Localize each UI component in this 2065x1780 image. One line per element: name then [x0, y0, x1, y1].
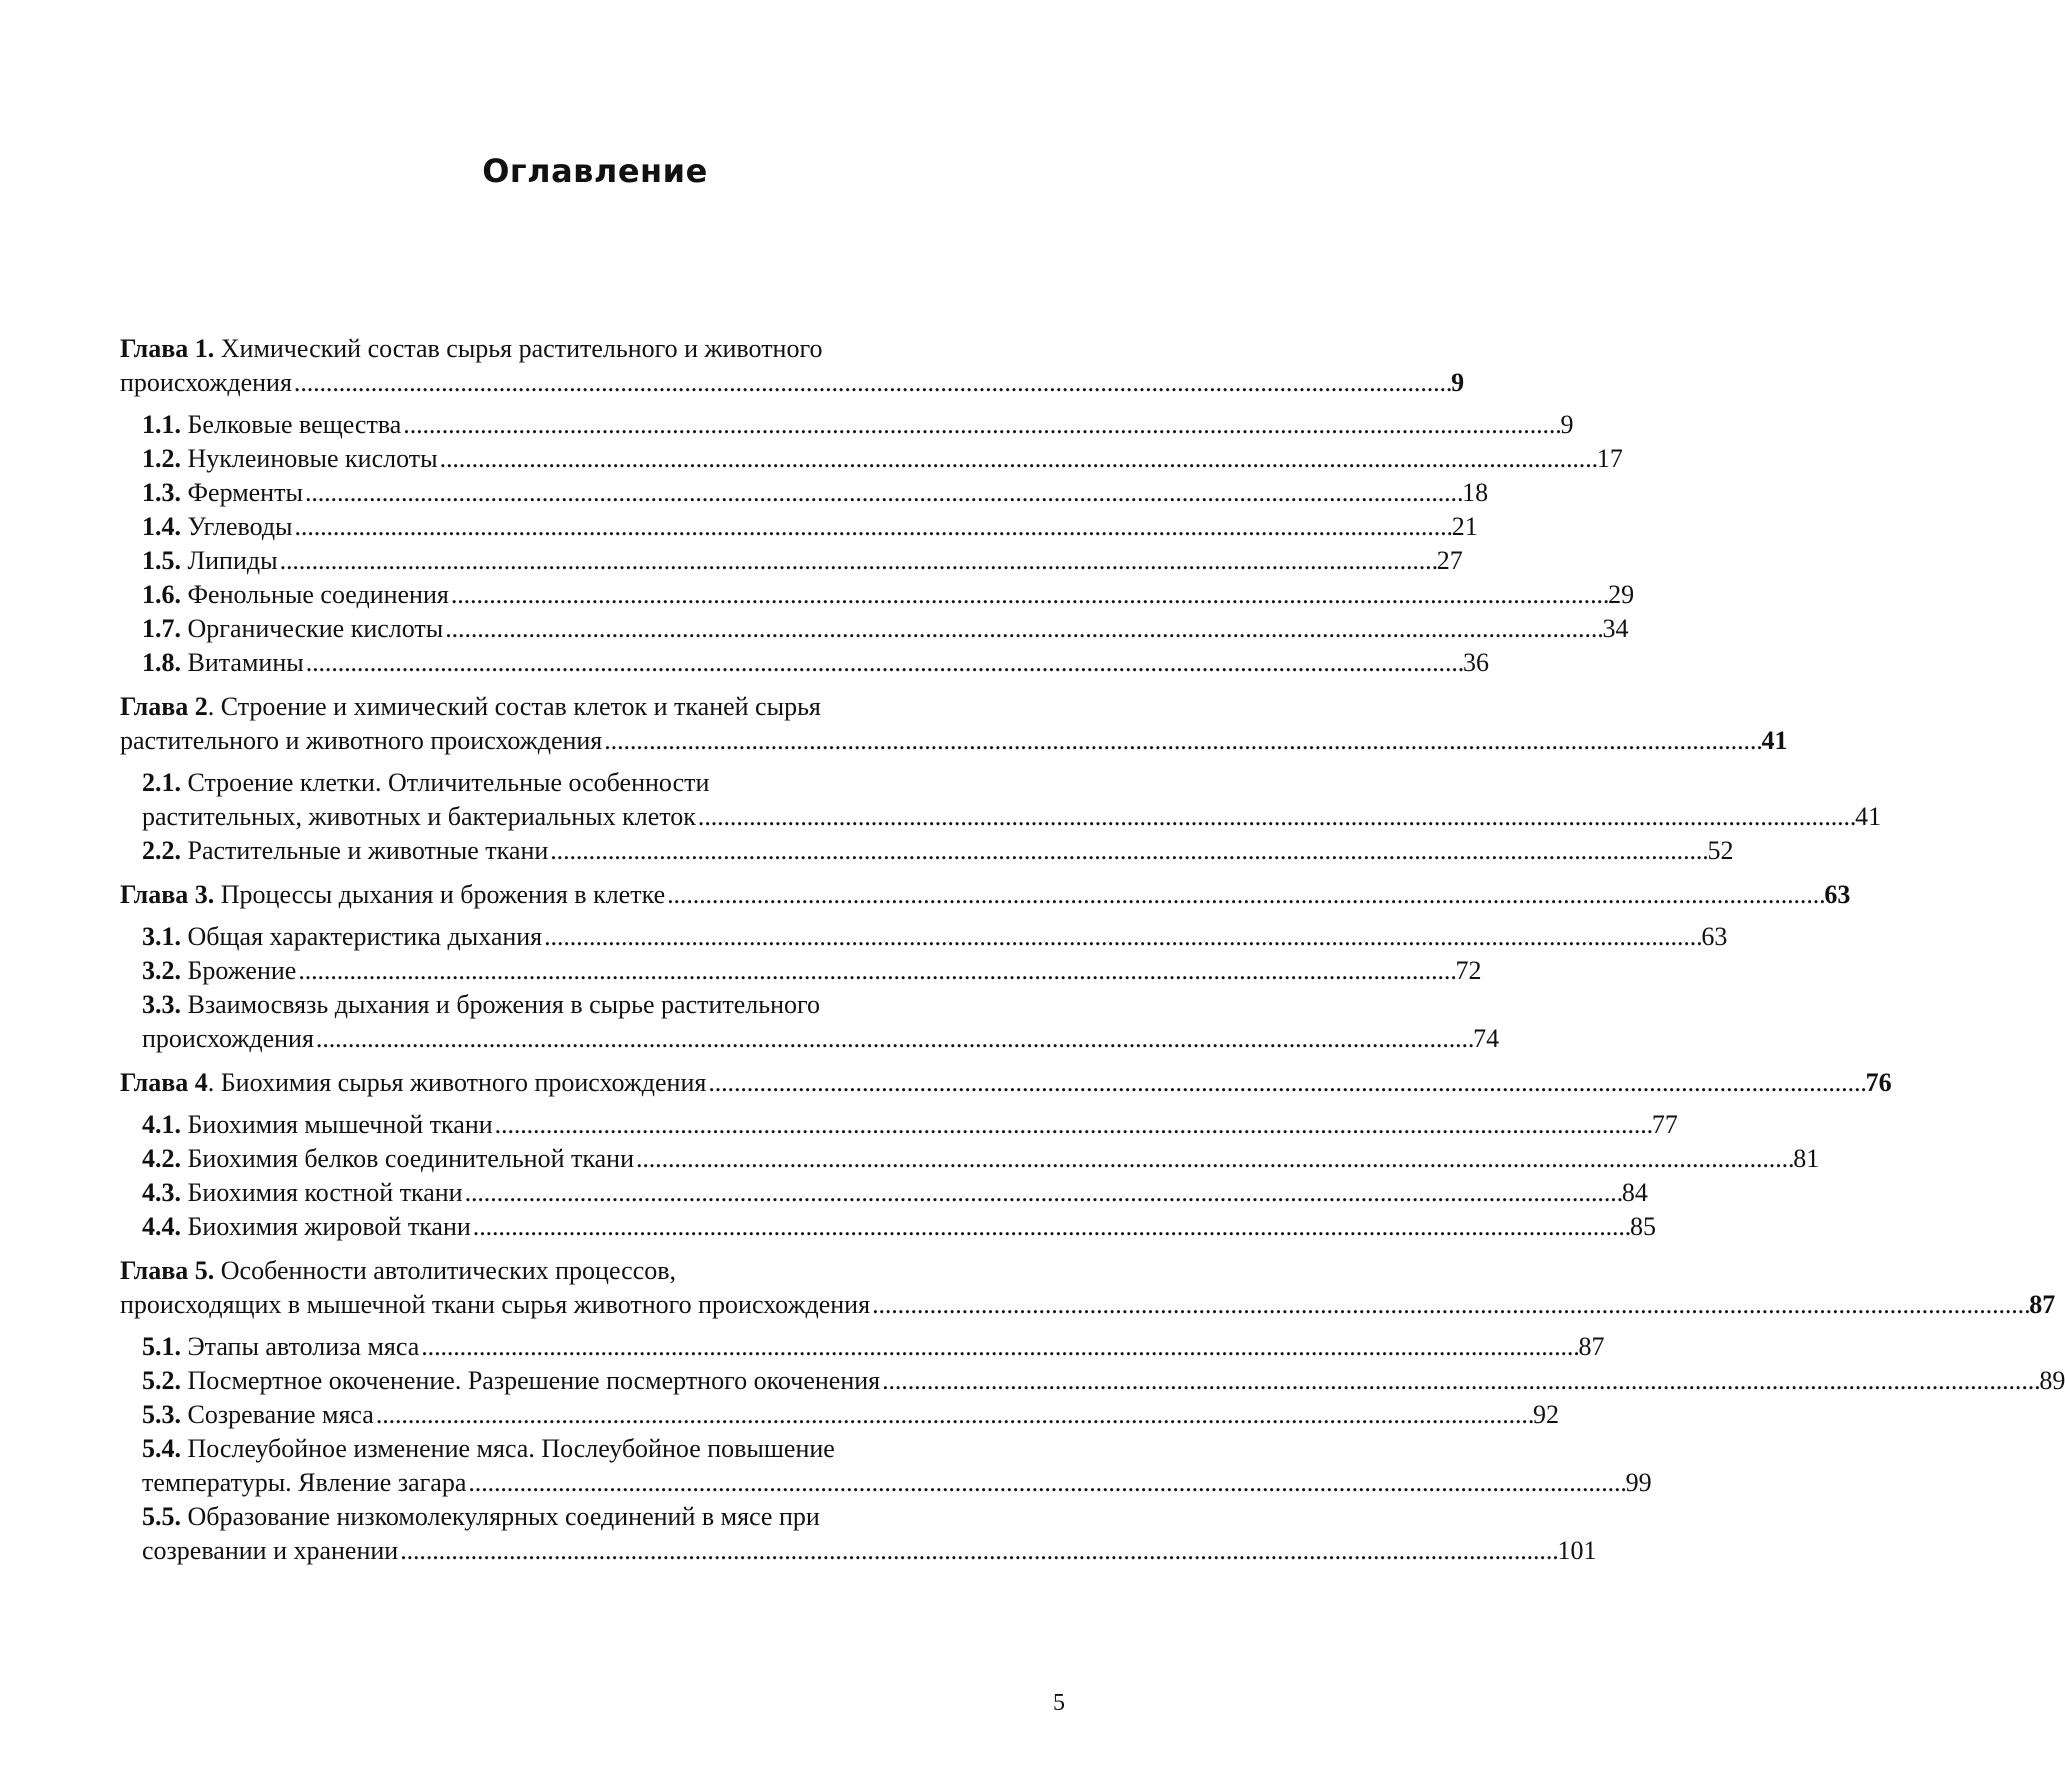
leader-dots: [667, 878, 1822, 912]
toc-entry[interactable]: [142, 578, 1635, 612]
section-list: [120, 1330, 2065, 1568]
toc-entry[interactable]: [142, 988, 1500, 1056]
section-page-number: 81: [1793, 1144, 1820, 1173]
chapter-label: Глава 3.: [120, 880, 215, 909]
chapter-page-number: 63: [1824, 880, 1851, 909]
chapter-label: Глава 5.: [120, 1256, 215, 1285]
section-list: [120, 1108, 1820, 1244]
table-of-contents: [120, 332, 2065, 1578]
toc-entry[interactable]: [142, 1108, 1678, 1142]
section-title: Общая характеристика дыхания: [187, 922, 543, 951]
section-title: Брожение: [187, 956, 297, 985]
section-page-number: 87: [1578, 1332, 1605, 1361]
section-page-number: 9: [1560, 410, 1574, 439]
leader-dots: [882, 1364, 2037, 1398]
leader-dots: [636, 1142, 1791, 1176]
section-title: Этапы автолиза мяса: [187, 1332, 420, 1361]
section-page-number: 84: [1621, 1178, 1648, 1207]
chapter-page-number: 9: [1451, 368, 1465, 397]
section-page-number: 29: [1608, 580, 1635, 609]
section-number: 2.1.: [142, 768, 181, 797]
leader-dots: [403, 408, 1558, 442]
leader-dots: [376, 1398, 1531, 1432]
chapter-page-number: 87: [2029, 1290, 2056, 1319]
section-number: 2.2.: [142, 836, 181, 865]
toc-entry[interactable]: [142, 1500, 1597, 1568]
leader-dots: [400, 1534, 1555, 1568]
section-page-number: 63: [1701, 922, 1728, 951]
section-number: 4.2.: [142, 1144, 181, 1173]
section-list: [120, 766, 1882, 868]
section-page-number: 18: [1462, 478, 1489, 507]
leader-dots: [465, 1176, 1620, 1210]
chapter-title-line: Особенности автолитических процессов,: [220, 1256, 677, 1285]
chapter-label: Глава 4: [120, 1068, 208, 1097]
section-title: Витамины: [187, 648, 304, 677]
chapter-4: [120, 1066, 1892, 1244]
section-page-number: 17: [1596, 444, 1623, 473]
toc-entry[interactable]: [142, 1210, 1657, 1244]
toc-entry[interactable]: [142, 920, 1728, 954]
section-number: 1.2.: [142, 444, 181, 473]
toc-entry[interactable]: [142, 766, 1882, 834]
leader-dots: [872, 1288, 2027, 1322]
section-page-number: 74: [1473, 1024, 1500, 1053]
section-number: 1.6.: [142, 580, 181, 609]
section-number: 1.5.: [142, 546, 181, 575]
chapter-page-number: 76: [1865, 1068, 1892, 1097]
toc-entry[interactable]: [142, 510, 1478, 544]
toc-entry[interactable]: [142, 408, 1574, 442]
section-number: 3.3.: [142, 990, 181, 1019]
leader-dots: [451, 578, 1606, 612]
section-title: созревании и хранении: [142, 1536, 399, 1565]
leader-dots: [421, 1330, 1576, 1364]
section-title: Ферменты: [187, 478, 303, 507]
chapter-title-line: происхождения: [120, 368, 292, 397]
chapter-heading[interactable]: [120, 332, 1465, 400]
leader-dots: [306, 646, 1461, 680]
section-page-number: 21: [1451, 512, 1478, 541]
section-title: Созревание мяса: [187, 1400, 374, 1429]
section-title: Липиды: [187, 546, 278, 575]
section-title: Углеводы: [187, 512, 293, 541]
chapter-title-line: происходящих в мышечной ткани сырья животного происхождения: [120, 1290, 871, 1319]
leader-dots: [698, 800, 1853, 834]
leader-dots: [440, 442, 1595, 476]
section-title-line: Строение клетки. Отличительные особенности: [187, 768, 710, 797]
section-title: Посмертное окоченение. Разрешение посмертного окоченения: [187, 1366, 881, 1395]
section-number: 5.5.: [142, 1502, 181, 1531]
section-page-number: 27: [1436, 546, 1463, 575]
leader-dots: [294, 366, 1449, 400]
chapter-heading[interactable]: [120, 1066, 1892, 1100]
section-page-number: 34: [1602, 614, 1629, 643]
section-title: Нуклеиновые кислоты: [187, 444, 438, 473]
chapter-3: [120, 878, 1851, 1056]
toc-entry[interactable]: [142, 544, 1463, 578]
section-page-number: 52: [1707, 836, 1734, 865]
section-page-number: 77: [1651, 1110, 1678, 1139]
section-title: Биохимия костной ткани: [187, 1178, 463, 1207]
section-number: 1.8.: [142, 648, 181, 677]
leader-dots: [316, 1022, 1471, 1056]
section-number: 5.1.: [142, 1332, 181, 1361]
chapter-heading[interactable]: [120, 690, 1788, 758]
section-title-line: Взаимосвязь дыхания и брожения в сырье растительного: [187, 990, 821, 1019]
section-title-line: Образование низкомолекулярных соединений в мясе при: [187, 1502, 820, 1531]
leader-dots: [604, 724, 1759, 758]
toc-entry[interactable]: [142, 1398, 1560, 1432]
section-title: Органические кислоты: [187, 614, 444, 643]
section-title: Фенольные соединения: [187, 580, 449, 609]
section-title: Растительные и животные ткани: [187, 836, 549, 865]
section-page-number: 36: [1462, 648, 1489, 677]
toc-entry[interactable]: [142, 442, 1623, 476]
leader-dots: [468, 1466, 1623, 1500]
section-number: 1.4.: [142, 512, 181, 541]
section-page-number: 72: [1455, 956, 1482, 985]
section-title: происхождения: [142, 1024, 314, 1053]
chapter-heading[interactable]: [120, 878, 1851, 912]
leader-dots: [295, 510, 1450, 544]
section-title: Белковые вещества: [187, 410, 402, 439]
section-number: 3.1.: [142, 922, 181, 951]
section-number: 5.3.: [142, 1400, 181, 1429]
toc-entry[interactable]: [142, 1364, 2065, 1398]
toc-entry[interactable]: [142, 1142, 1820, 1176]
section-number: 1.1.: [142, 410, 181, 439]
section-page-number: 99: [1625, 1468, 1652, 1497]
section-title-line: Послеубойное изменение мяса. Послеубойное повышение: [187, 1434, 835, 1463]
chapter-page-number: 41: [1761, 726, 1788, 755]
section-page-number: 101: [1557, 1536, 1597, 1565]
toc-entry[interactable]: [142, 476, 1489, 510]
section-number: 4.3.: [142, 1178, 181, 1207]
chapter-title-line: Химический состав сырья растительного и животного: [220, 334, 823, 363]
chapter-2: [120, 690, 1882, 868]
leader-dots: [544, 920, 1699, 954]
leader-dots: [445, 612, 1600, 646]
leader-dots: [298, 954, 1453, 988]
section-page-number: 89: [2039, 1366, 2065, 1395]
toc-entry[interactable]: [142, 612, 1629, 646]
chapter-label: Глава 1.: [120, 334, 215, 363]
toc-entry[interactable]: [142, 1330, 1605, 1364]
toc-entry[interactable]: [142, 646, 1489, 680]
chapter-title-line: . Биохимия сырья животного происхождения: [207, 1068, 707, 1097]
page-number: 5: [1053, 1690, 1065, 1716]
section-title: Биохимия жировой ткани: [187, 1212, 471, 1241]
section-list: [120, 408, 1635, 680]
section-number: 1.3.: [142, 478, 181, 507]
section-page-number: 41: [1855, 802, 1882, 831]
section-title: Биохимия белков соединительной ткани: [187, 1144, 634, 1173]
toc-entry[interactable]: [142, 954, 1482, 988]
section-title: температуры. Явление загара: [142, 1468, 467, 1497]
section-number: 3.2.: [142, 956, 181, 985]
leader-dots: [305, 476, 1460, 510]
chapter-5: [120, 1254, 2065, 1568]
toc-entry[interactable]: [142, 834, 1734, 868]
leader-dots: [708, 1066, 1863, 1100]
toc-entry[interactable]: [142, 1176, 1648, 1210]
section-number: 4.1.: [142, 1110, 181, 1139]
leader-dots: [280, 544, 1435, 578]
chapter-title-line: . Строение и химический состав клеток и тканей сырья: [207, 692, 821, 721]
section-list: [120, 920, 1728, 1056]
section-title: Биохимия мышечной ткани: [187, 1110, 493, 1139]
section-number: 5.2.: [142, 1366, 181, 1395]
leader-dots: [473, 1210, 1628, 1244]
chapter-label: Глава 2: [120, 692, 208, 721]
section-page-number: 92: [1533, 1400, 1560, 1429]
section-page-number: 85: [1630, 1212, 1657, 1241]
section-title: растительных, животных и бактериальных клеток: [142, 802, 696, 831]
chapter-1: [120, 332, 1635, 680]
leader-dots: [550, 834, 1705, 868]
section-number: 4.4.: [142, 1212, 181, 1241]
page-title: Оглавление: [482, 152, 708, 190]
toc-entry[interactable]: [142, 1432, 1652, 1500]
chapter-title-line: растительного и животного происхождения: [120, 726, 603, 755]
section-number: 5.4.: [142, 1434, 181, 1463]
chapter-title-line: Процессы дыхания и брожения в клетке: [220, 880, 666, 909]
leader-dots: [495, 1108, 1650, 1142]
chapter-heading[interactable]: [120, 1254, 2056, 1322]
section-number: 1.7.: [142, 614, 181, 643]
